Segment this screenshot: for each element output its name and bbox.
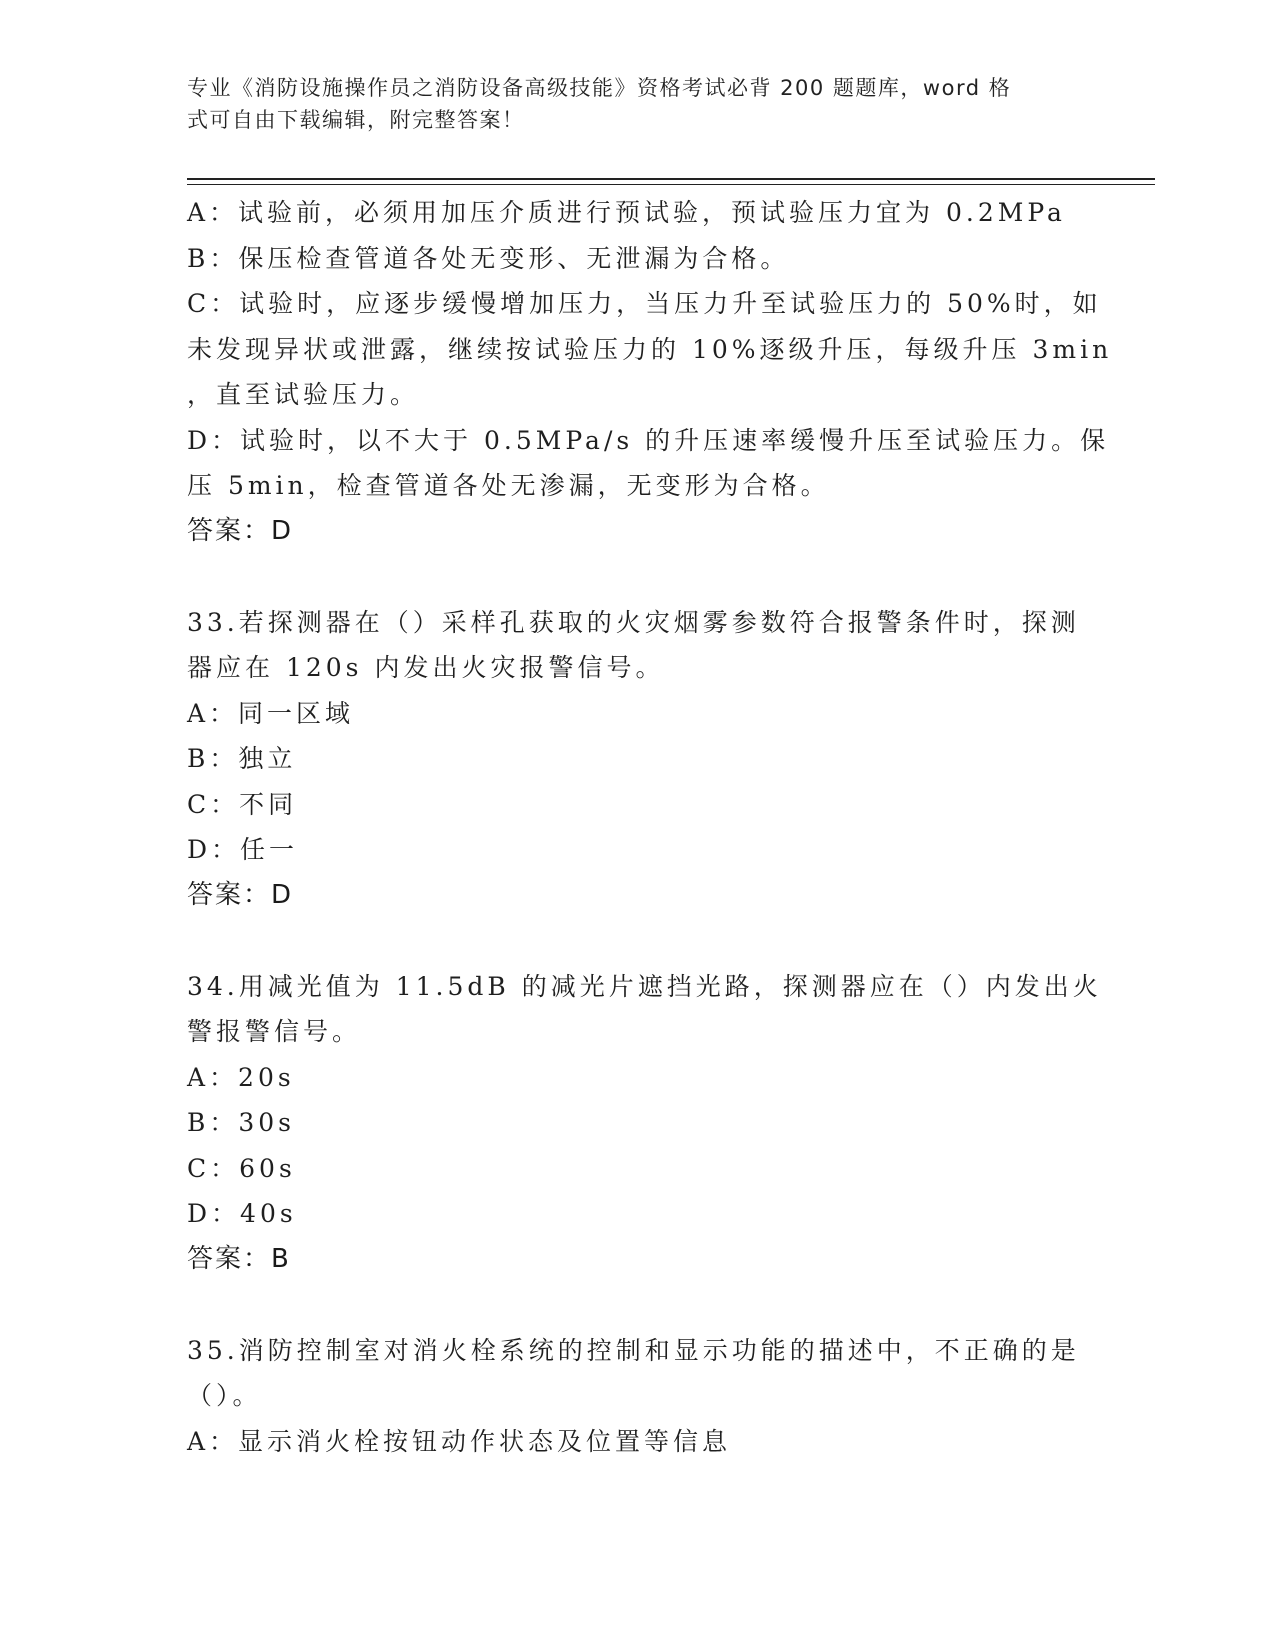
q33-option-d: D：任一 bbox=[187, 835, 299, 864]
q32-option-c-line-3: ，直至试验压力。 bbox=[187, 380, 420, 409]
q32-option-b: B：保压检查管道各处无变形、无泄漏为合格。 bbox=[187, 243, 790, 273]
question-33-block bbox=[187, 600, 1080, 919]
q32-option-d-line-2: 压 5min，检查管道各处无渗漏，无变形为合格。 bbox=[187, 471, 830, 500]
header-divider-thin bbox=[187, 184, 1155, 185]
header-line-2: 式可自由下载编辑，附完整答案！ bbox=[187, 108, 525, 132]
q35-option-a: A：显示消火栓按钮动作状态及位置等信息 bbox=[187, 1426, 732, 1456]
question-32-block bbox=[187, 190, 1113, 554]
q32-option-c-line-1: C：试验时，应逐步缓慢增加压力，当压力升至试验压力的 50%时，如 bbox=[187, 289, 1102, 318]
question-spacer bbox=[187, 554, 1077, 600]
q33-option-b: B：独立 bbox=[187, 744, 297, 773]
q33-option-a: A：同一区域 bbox=[187, 698, 355, 728]
q34-option-b: B：30s bbox=[187, 1108, 296, 1137]
q34-answer: 答案：B bbox=[187, 1243, 291, 1274]
q32-option-c-line-2: 未发现异状或泄露，继续按试验压力的 10%逐级升压，每级升压 3min bbox=[187, 334, 1113, 364]
q33-option-c: C：不同 bbox=[187, 789, 298, 819]
q32-option-d-line-1: D：试验时，以不大于 0.5MPa/s 的升压速率缓慢升压至试验压力。保 bbox=[187, 425, 1110, 455]
q34-question-line-1: 34.用减光值为 11.5dB 的减光片遮挡光路，探测器应在（）内发出火 bbox=[187, 971, 1102, 1001]
question-list bbox=[187, 190, 1113, 1464]
q35-question-line-2: （）。 bbox=[187, 1381, 262, 1410]
header-divider-thick bbox=[187, 178, 1155, 180]
q34-question-line-2: 警报警信号。 bbox=[187, 1017, 362, 1046]
q33-answer: 答案：D bbox=[187, 879, 294, 910]
question-34-block bbox=[187, 964, 1102, 1283]
question-35-block bbox=[187, 1328, 1080, 1465]
q33-question-line-1: 33.若探测器在（）采样孔获取的火灾烟雾参数符合报警条件时，探测 bbox=[187, 607, 1080, 637]
header-line-1: 专业《消防设施操作员之消防设备高级技能》资格考试必背 200 题题库，word 格 bbox=[187, 76, 1012, 100]
q34-option-d: D：40s bbox=[187, 1199, 297, 1228]
q34-option-a: A：20s bbox=[187, 1062, 295, 1092]
q35-question-line-1: 35.消防控制室对消火栓系统的控制和显示功能的描述中，不正确的是 bbox=[187, 1335, 1080, 1365]
q34-option-c: C：60s bbox=[187, 1153, 296, 1183]
q32-option-a: A：试验前，必须用加压介质进行预试验，预试验压力宜为 0.2MPa bbox=[187, 198, 1066, 227]
question-spacer bbox=[187, 918, 1077, 964]
document-header bbox=[187, 72, 1067, 136]
question-spacer bbox=[187, 1282, 1077, 1328]
q33-question-line-2: 器应在 120s 内发出火灾报警信号。 bbox=[187, 653, 665, 682]
q32-answer: 答案：D bbox=[187, 515, 294, 546]
